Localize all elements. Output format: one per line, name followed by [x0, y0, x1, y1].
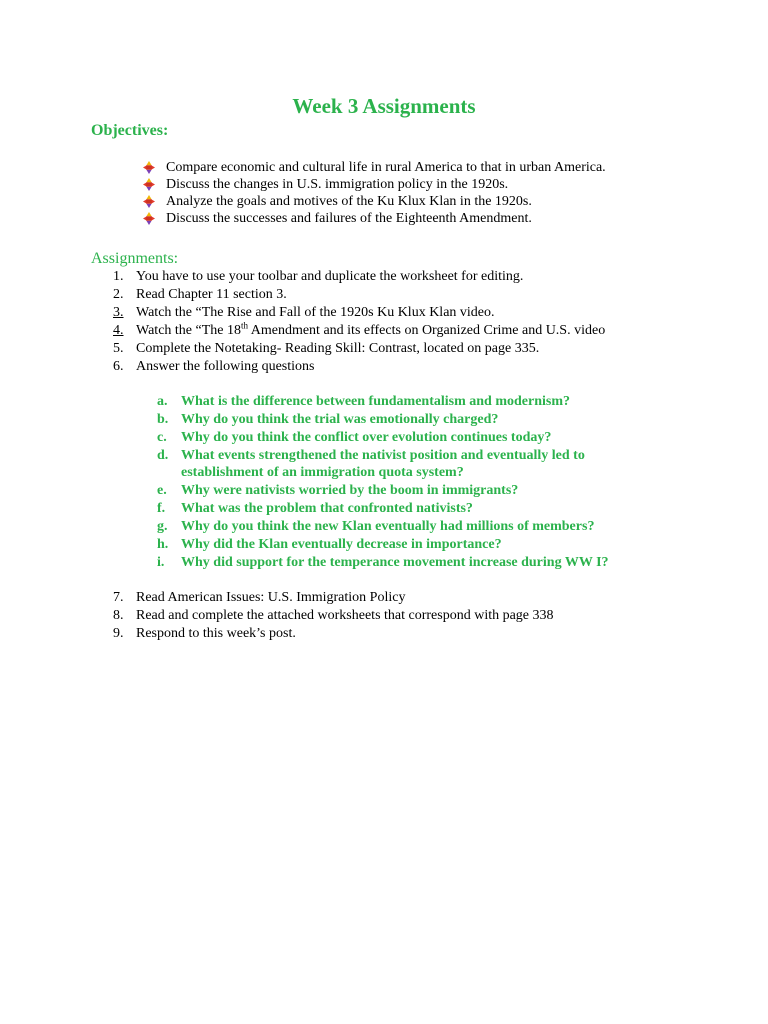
- assignment-text: Answer the following questions: [136, 359, 315, 374]
- question-letter: h.: [157, 537, 169, 552]
- assignment-number: 5.: [113, 341, 124, 356]
- question-item: [157, 430, 551, 448]
- question-item: [157, 537, 502, 555]
- question-letter: f.: [157, 501, 166, 516]
- assignment-number: 6.: [113, 359, 124, 374]
- assignment-item: [113, 341, 539, 359]
- assignment-text: Complete the Notetaking- Reading Skill: Contrast, located on page 335.: [136, 341, 540, 356]
- assignment-number: 9.: [113, 626, 124, 641]
- assignment-item: [113, 608, 554, 626]
- assignment-number: 1.: [113, 269, 124, 284]
- assignment-number: 4.: [113, 323, 124, 338]
- objective-text: Discuss the successes and failures of the Eighteenth Amendment.: [166, 210, 532, 226]
- question-text: Why do you think the trial was emotionally charged?: [181, 412, 499, 427]
- assignment-text: Read Chapter 11 section 3.: [136, 287, 287, 302]
- page-title: Week 3 Assignments: [292, 94, 476, 118]
- four-color-arrow-bullet-icon: [143, 195, 155, 208]
- question-text: Why did support for the temperance movement increase during WW I?: [181, 555, 609, 570]
- question-text: Why do you think the new Klan eventually had millions of members?: [181, 519, 595, 534]
- assignment-text: Read and complete the attached worksheets that correspond with page 338: [136, 608, 554, 623]
- question-text: Why did the Klan eventually decrease in importance?: [181, 537, 502, 552]
- question-item: [157, 448, 585, 466]
- question-item: [157, 412, 498, 430]
- question-text: What events strengthened the nativist position and eventually led to: [181, 448, 585, 463]
- question-letter: a.: [157, 394, 168, 409]
- assignment-number: 7.: [113, 590, 124, 605]
- assignment-item: [113, 359, 314, 377]
- question-letter: c.: [157, 430, 167, 445]
- assignment-item: [113, 305, 495, 323]
- question-letter: b.: [157, 412, 169, 427]
- assignment-number: 8.: [113, 608, 124, 623]
- assignment-text: You have to use your toolbar and duplicate the worksheet for editing.: [136, 269, 524, 284]
- question-item: [157, 483, 518, 501]
- assignments-heading: Assignments:: [91, 250, 179, 267]
- assignment-item: [113, 287, 287, 305]
- assignment-number: 2.: [113, 287, 124, 302]
- question-letter: g.: [157, 519, 168, 534]
- question-letter: e.: [157, 483, 167, 498]
- assignment-text: Respond to this week’s post.: [136, 626, 296, 641]
- question-item: [157, 555, 609, 573]
- assignment-text: Watch the “The 18th Amendment and its effects on Organized Crime and U.S. video: [136, 320, 606, 338]
- question-text: Why were nativists worried by the boom in immigrants?: [181, 483, 519, 498]
- four-color-arrow-bullet-icon: [143, 161, 155, 174]
- question-item: [157, 501, 473, 519]
- assignment-item: [113, 269, 523, 287]
- assignment-text: Watch the “The Rise and Fall of the 1920s Ku Klux Klan video.: [136, 305, 495, 320]
- four-color-arrow-bullet-icon: [143, 212, 155, 225]
- question-text: What is the difference between fundamentalism and modernism?: [181, 394, 571, 409]
- objective-item: [143, 210, 532, 227]
- question-item: [157, 394, 570, 412]
- question-letter: d.: [157, 448, 169, 463]
- objective-item: [143, 193, 532, 210]
- objective-text: Analyze the goals and motives of the Ku Klux Klan in the 1920s.: [166, 193, 532, 209]
- assignment-item: [113, 590, 405, 608]
- objective-item: [143, 159, 606, 176]
- question-item: [157, 519, 594, 537]
- objective-item: [143, 176, 508, 193]
- assignment-text: Read American Issues: U.S. Immigration Policy: [136, 590, 406, 605]
- question-text: What was the problem that confronted nativists?: [181, 501, 473, 516]
- objective-text: Discuss the changes in U.S. immigration policy in the 1920s.: [166, 176, 509, 192]
- objectives-heading: Objectives:: [91, 122, 169, 139]
- question-letter: i.: [157, 555, 165, 570]
- objective-text: Compare economic and cultural life in rural America to that in urban America.: [166, 159, 606, 175]
- question-text-continuation: establishment of an immigration quota system?: [181, 465, 464, 480]
- assignment-item: [113, 320, 606, 341]
- assignment-item: [113, 626, 296, 644]
- four-color-arrow-bullet-icon: [143, 178, 155, 191]
- question-text: Why do you think the conflict over evolution continues today?: [181, 430, 552, 445]
- assignment-number: 3.: [113, 305, 124, 320]
- superscript: th: [241, 320, 249, 331]
